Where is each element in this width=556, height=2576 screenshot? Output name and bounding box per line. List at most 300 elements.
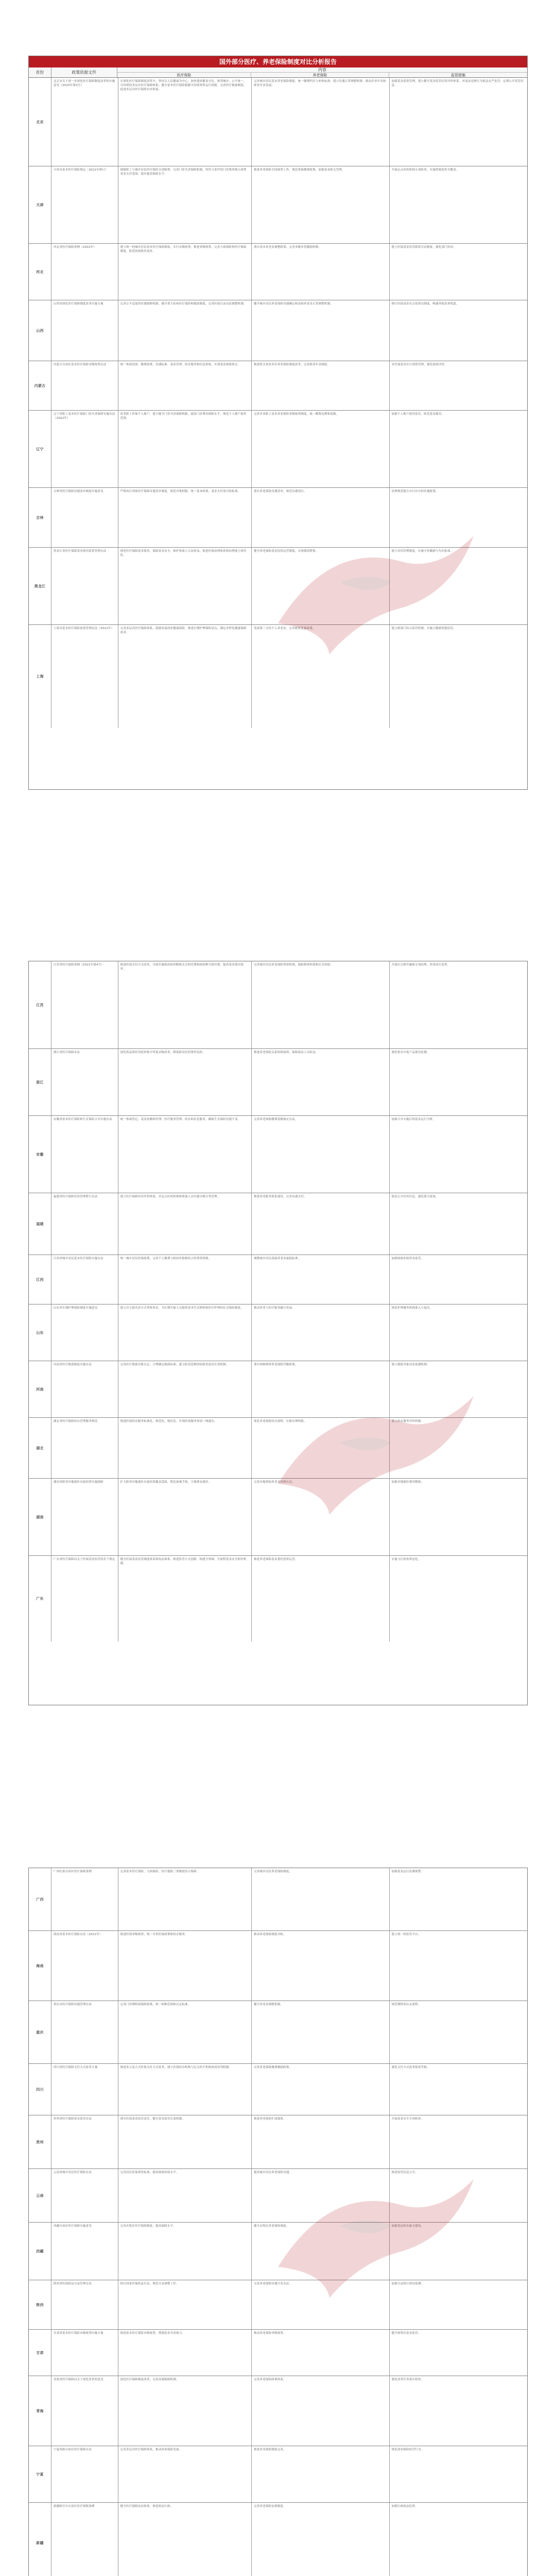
supervision-cell [390, 2330, 527, 2376]
policy-basis-cell [51, 2503, 118, 2576]
supervision-cell [390, 166, 527, 243]
medical-insurance-cell [118, 2503, 252, 2576]
pension-insurance-cell [252, 1418, 389, 1478]
medical-insurance-cell-text: 建立统一的城乡居民基本医疗保险制度，实行市级统筹，推进省级统筹，完善大病保险和医疗救助制度，防范因病致贫返贫。 [120, 246, 247, 253]
supervision-cell [390, 2446, 527, 2502]
province-cell-text: 湖北 [36, 1446, 44, 1450]
table-row [29, 1255, 527, 1304]
policy-basis-cell [51, 2330, 118, 2376]
medical-insurance-cell [118, 166, 252, 243]
supervision-cell [390, 2115, 527, 2168]
supervision-cell-text: 加强异地就医费用稽核。 [391, 1481, 424, 1484]
medical-insurance-cell [118, 2115, 252, 2168]
province-cell-text: 陕西 [36, 2302, 44, 2307]
medical-insurance-cell [118, 244, 252, 300]
supervision-cell-text: 建立救助对象动态监测机制。 [391, 1363, 430, 1366]
supervision-cell [390, 2169, 527, 2222]
policy-basis-cell-text: 河南省医疗救助制度实施办法 [53, 1363, 92, 1366]
province-cell [29, 2001, 51, 2063]
medical-insurance-cell [118, 1931, 252, 2001]
province-cell [29, 1255, 51, 1304]
supervision-cell-text: 建立经办服务评价机制。 [391, 1420, 424, 1423]
policy-basis-cell-text: 四川省医疗保障支付方式改革方案 [53, 2066, 98, 2069]
province-cell [29, 1556, 51, 1641]
policy-basis-cell-text: 天津市基本医疗保险规定（2021年修订） [53, 168, 108, 172]
policy-basis-cell-text: 安徽省基本医疗保险和生育保险合并实施办法 [53, 1118, 112, 1121]
policy-basis-cell-text: 甘肃省基本医疗保险市级统筹实施方案 [53, 2332, 103, 2335]
pension-insurance-cell-text: 发展第三支柱个人养老金，完善税收优惠政策。 [254, 627, 316, 630]
policy-basis-cell [51, 2169, 118, 2222]
pension-insurance-cell-text: 健全农牧民养老保险制度。 [254, 2225, 289, 2228]
policy-basis-cell [51, 300, 118, 361]
policy-basis-cell-text: 浙江省医疗保障办法 [53, 1051, 80, 1054]
pension-insurance-cell [252, 2064, 389, 2115]
policy-basis-cell-text: 山东省长期护理保险制度实施意见 [53, 1307, 98, 1310]
supervision-cell [390, 361, 527, 410]
medical-insurance-cell [118, 961, 252, 1048]
province-cell [29, 548, 51, 624]
supervision-cell-text: 健全统筹区基金监管。 [391, 2332, 421, 2335]
pension-insurance-cell-text: 推动养老与医疗服务融合发展。 [254, 1307, 295, 1310]
policy-basis-cell [51, 361, 118, 410]
policy-basis-cell [51, 411, 118, 487]
policy-basis-cell-text: 辽宁省职工基本医疗保险门诊共济保障实施办法（2022年） [53, 413, 115, 420]
table-row [29, 2223, 527, 2280]
medical-insurance-cell-text: 完善公平适度的待遇保障机制，健全重大疾病医疗保险和救助制度，完善医保目录动态调整机制。 [120, 302, 247, 306]
pension-insurance-cell-text: 完善城乡居民养老保险制度。 [254, 1870, 292, 1873]
supervision-cell [390, 1049, 527, 1115]
supervision-cell-text: 加强个人账户使用监管，防范基金滥用。 [391, 413, 445, 416]
policy-basis-cell-text: 内蒙古自治区基本医疗保险市级统筹办法 [53, 363, 107, 366]
medical-insurance-cell-text: 扩大跨省异地就医直接结算覆盖范围，简化备案手续，方便群众就医。 [120, 1481, 212, 1484]
pension-insurance-cell-text: 推进养老服务体系建设，完善待遇支付。 [254, 1195, 307, 1198]
medical-insurance-cell-text: 统一参保范围、缴费政策、待遇标准、基金管理、经办服务和信息系统，实现基金统收统支。 [120, 363, 241, 366]
table-row [29, 1304, 527, 1361]
supervision-cell [390, 1868, 527, 1930]
medical-insurance-cell [118, 625, 252, 728]
province-cell [29, 411, 51, 487]
pension-insurance-cell [252, 2446, 389, 2502]
pension-insurance-cell-text: 提高城乡居民养老保险待遇。 [254, 2171, 292, 2174]
document-page-2 [28, 961, 528, 1705]
medical-insurance-cell [118, 1304, 252, 1361]
supervision-cell [390, 2064, 527, 2115]
supervision-cell-text: 推进监管信息公开。 [391, 2171, 418, 2174]
province-cell-text: 山西 [36, 328, 44, 333]
province-cell-text: 四川 [36, 2087, 44, 2092]
policy-basis-cell [51, 2280, 118, 2329]
table-row [29, 1193, 527, 1255]
medical-insurance-cell [118, 2223, 252, 2280]
supervision-cell-text: 建立跨部门综合监管机制，实施大数据智能监管。 [391, 627, 456, 630]
policy-basis-cell-text: 西藏自治区医疗保障实施意见 [53, 2225, 92, 2228]
medical-insurance-cell-text: 规范医疗保障基金使用，保障基金安全，维护参保人合法权益，推进医保治理体系和治理能力现代化。 [120, 550, 247, 557]
medical-insurance-cell [118, 411, 252, 487]
pension-insurance-cell [252, 300, 389, 361]
supervision-cell-text: 加强行政执法监督。 [391, 2505, 418, 2508]
medical-insurance-cell [118, 2330, 252, 2376]
province-cell-text: 河北 [36, 269, 44, 274]
table-row [29, 2115, 527, 2169]
province-cell-text: 辽宁 [36, 447, 44, 451]
medical-insurance-cell [118, 2376, 252, 2446]
table-row [29, 1361, 527, 1418]
province-cell [29, 2064, 51, 2115]
policy-basis-cell [51, 488, 118, 547]
pension-insurance-cell [252, 2169, 389, 2222]
medical-insurance-cell [118, 78, 252, 166]
policy-basis-cell [51, 1418, 118, 1478]
medical-insurance-cell-text: 健全医疗保障法治体系，推进依法行政。 [120, 2505, 173, 2508]
supervision-cell-text: 实施飞行检查常态化。 [391, 1558, 421, 1561]
table-row [29, 1479, 527, 1556]
document-page-1 [28, 56, 528, 790]
province-cell [29, 1868, 51, 1930]
medical-insurance-cell-text: 推进医保经办服务标准化、规范化、便民化，实现医保服务事项一网通办。 [120, 1420, 217, 1423]
province-cell [29, 1193, 51, 1255]
province-cell-text: 云南 [36, 2193, 44, 2198]
pension-insurance-cell [252, 2503, 389, 2576]
medical-insurance-cell-text: 完善多层次医疗保障体系，鼓励发展商业健康保险，推进长期护理保险试点，满足多样化健康保障需求。 [120, 627, 247, 634]
province-cell [29, 625, 51, 728]
supervision-cell-text: 加强基金监督管理，建立健全基金监管信用评价体系，对违法违规行为依法从严处罚，定期公开监管信息。 [391, 80, 524, 87]
medical-insurance-cell [118, 1193, 252, 1255]
pension-insurance-cell [252, 1479, 389, 1555]
pension-insurance-cell-text: 完善养老保险待遇计发办法。 [254, 2282, 292, 2285]
policy-basis-cell [51, 2001, 118, 2063]
province-cell-text: 广东 [36, 1597, 44, 1601]
province-cell [29, 2330, 51, 2376]
province-cell [29, 1049, 51, 1115]
province-cell [29, 244, 51, 300]
supervision-cell-text: 规范商业保险经营行为。 [391, 2448, 424, 2451]
supervision-cell-text: 建立统一的监管平台。 [391, 1933, 421, 1936]
medical-insurance-cell-text: 在深化医疗保障制度改革中，坚持以人民健康为中心，加快建成覆盖全民、统筹城乡、公平统一、可持续的多层次医疗保障体系；健全基本医疗保险稳健可持续筹资运行机制，完善医疗救助制度，促进多层次医疗保障有序衔接。 [120, 80, 247, 91]
table-row [29, 2280, 527, 2330]
pension-insurance-cell-text: 推动养老保险省级统筹。 [254, 2332, 286, 2335]
header-content-group [117, 67, 527, 77]
medical-insurance-cell-text: 建立以互助共济方式筹集资金，为长期失能人员提供基本生活照料和医疗护理的社会保险制度。 [120, 1307, 244, 1310]
medical-insurance-cell-text: 健全医保基金监管制度体系和执法体系，推进监管方式创新，构建全领域、全流程基金安全防控机制。 [120, 1558, 247, 1565]
medical-insurance-cell-text: 落实医保基金监管责任，健全基金监管长效机制。 [120, 2117, 185, 2121]
supervision-cell [390, 78, 527, 166]
supervision-cell-text: 规范护理服务机构准入与退出。 [391, 1307, 433, 1310]
table-row [29, 625, 527, 728]
policy-basis-cell [51, 2446, 118, 2502]
pension-insurance-cell-text: 优化养老保险经办流程，压缩办理时限。 [254, 1420, 307, 1423]
pension-insurance-cell [252, 961, 389, 1048]
policy-basis-cell [51, 2064, 118, 2115]
policy-basis-cell [51, 2115, 118, 2168]
supervision-cell-text: 加强目录执行情况监测。 [391, 2282, 424, 2285]
pension-insurance-cell-text: 落实困难群体养老保险代缴政策。 [254, 1363, 298, 1366]
pension-insurance-cell-text: 推进养老保险基金委托投资运营。 [254, 1558, 298, 1561]
policy-basis-cell [51, 1931, 118, 2001]
supervision-cell [390, 1255, 527, 1304]
province-cell-text: 天津 [36, 202, 44, 207]
policy-basis-cell [51, 1868, 118, 1930]
policy-basis-cell [51, 2376, 118, 2446]
province-cell-text: 青海 [36, 2409, 44, 2413]
province-cell [29, 2503, 51, 2576]
policy-basis-cell [51, 1479, 118, 1555]
table-row [29, 2064, 527, 2115]
policy-basis-cell-text: 宁夏回族自治区医疗保障办法 [53, 2448, 92, 2451]
table-row [29, 2330, 527, 2376]
province-cell [29, 1479, 51, 1555]
policy-basis-cell-text: 广东省医疗保障局关于医保基金监管的若干规定 [53, 1558, 115, 1561]
medical-insurance-cell [118, 300, 252, 361]
policy-basis-cell-text: 北京市关于进一步深化医疗保障制度改革的实施意见（2020年第3号） [53, 80, 115, 87]
medical-insurance-cell [118, 1361, 252, 1417]
pension-insurance-cell [252, 1556, 389, 1641]
policy-basis-cell-text: 云南省城乡居民医疗保险办法 [53, 2171, 92, 2174]
supervision-cell [390, 1116, 527, 1193]
policy-basis-cell [51, 1049, 118, 1115]
supervision-cell [390, 1556, 527, 1641]
header-content: 内容 [117, 67, 527, 73]
supervision-cell [390, 1479, 527, 1555]
policy-basis-cell [51, 1556, 118, 1641]
policy-basis-cell [51, 1116, 118, 1193]
medical-insurance-cell-text: 完善门诊慢特病保障政策，统一病种范围和认定标准。 [120, 2003, 191, 2006]
table-row [29, 78, 527, 166]
pension-insurance-cell-text: 完善企业职工基本养老保险省级统筹制度，统一缴费比例和基数。 [254, 413, 339, 416]
supervision-cell [390, 1304, 527, 1361]
supervision-cell [390, 2223, 527, 2280]
table-row [29, 2503, 527, 2576]
supervision-cell-text: 强化改革任务落实督查。 [391, 2378, 424, 2381]
table-row [29, 166, 527, 244]
supervision-cell [390, 1193, 527, 1255]
province-cell-text: 宁夏 [36, 2472, 44, 2477]
policy-basis-cell-text: 山西省深化医疗保障制度改革实施方案 [53, 302, 103, 306]
policy-basis-cell-text: 贵州省医疗保障基金监管办法 [53, 2117, 92, 2121]
pension-insurance-cell [252, 78, 389, 166]
medical-insurance-cell [118, 2446, 252, 2502]
medical-insurance-cell-text: 统一城乡居民医保政策，完善个人缴费与政府补助相结合的筹资机制。 [120, 1257, 212, 1260]
table-row [29, 1556, 527, 1641]
supervision-cell [390, 244, 527, 300]
table-body-3 [29, 1868, 527, 2576]
policy-basis-cell-text: 重庆市医疗保障待遇管理办法 [53, 2003, 92, 2006]
medical-insurance-cell-text: 推进基本医疗保险市级统筹，增强基金共济能力。 [120, 2332, 185, 2335]
pension-insurance-cell [252, 411, 389, 487]
medical-insurance-cell-text: 改革职工医保个人账户，建立健全门诊共济保障机制，提高门诊费用保障水平，规范个人账户使用范围。 [120, 413, 247, 420]
medical-insurance-cell [118, 1116, 252, 1193]
policy-basis-cell [51, 2223, 118, 2280]
medical-insurance-cell-text: 完善多层次医疗保障体系，推动商业保险发展。 [120, 2448, 182, 2451]
province-cell-text: 江苏 [36, 1003, 44, 1007]
pension-insurance-cell [252, 361, 389, 410]
table-row [29, 2001, 527, 2064]
supervision-cell-text: 加强基金运行监测预警。 [391, 1870, 424, 1873]
pension-insurance-cell-text: 完善城乡居民基本养老保险制度，统一缴费档次与补贴标准，建立待遇正常调整机制；推动企业年金和职业年金发展。 [254, 80, 386, 87]
pension-insurance-cell [252, 1193, 389, 1255]
policy-basis-cell [51, 1304, 118, 1361]
medical-insurance-cell-text: 深化药品和医用耗材集中带量采购改革，降低群众医药费用负担。 [120, 1051, 205, 1054]
table-row [29, 548, 527, 625]
table-row [29, 1931, 527, 2001]
pension-insurance-cell [252, 244, 389, 300]
medical-insurance-cell [118, 1418, 252, 1478]
pension-insurance-cell-text: 完善异地领取养老金资格认证。 [254, 1481, 295, 1484]
policy-basis-cell-text: 黑龙江省医疗保障基金使用监督管理办法 [53, 550, 107, 553]
header-pension: 养老保险 [251, 73, 389, 78]
policy-basis-cell [51, 961, 118, 1048]
province-cell-text: 广西 [36, 1897, 44, 1902]
supervision-cell-text: 建立医保基金监管联席会议制度，强化部门协同。 [391, 246, 456, 249]
pension-insurance-cell-text: 落实养老保险待遇清单，规范待遇项目。 [254, 490, 307, 493]
supervision-cell [390, 961, 527, 1048]
supervision-cell [390, 1361, 527, 1417]
table-row [29, 244, 527, 300]
pension-insurance-cell [252, 1255, 389, 1304]
province-cell [29, 1361, 51, 1417]
supervision-cell [390, 548, 527, 624]
medical-insurance-cell-text: 完善医疗救助对象认定，合理确定救助标准，建立防范化解因病致贫返贫长效机制。 [120, 1363, 229, 1366]
supervision-cell [390, 2376, 527, 2446]
policy-basis-cell-text: 青海省医疗保障局关于深化改革的意见 [53, 2378, 103, 2381]
supervision-cell-text: 推行医保基金社会监督员制度，畅通举报投诉渠道。 [391, 302, 459, 306]
pension-insurance-cell [252, 2223, 389, 2280]
table-row [29, 2169, 527, 2223]
pension-insurance-cell-text: 完善养老保险缴费激励政策。 [254, 2066, 292, 2069]
province-cell [29, 488, 51, 547]
policy-basis-cell-text: 河北省医疗保障条例（2022年） [53, 246, 97, 249]
pension-insurance-cell-text: 完善养老保险法规制度。 [254, 2505, 286, 2508]
province-cell-text: 新疆 [36, 2541, 44, 2545]
medical-insurance-cell [118, 488, 252, 547]
medical-insurance-cell [118, 548, 252, 624]
province-cell [29, 1418, 51, 1478]
policy-basis-cell [51, 244, 118, 300]
policy-basis-cell [51, 1255, 118, 1304]
medical-insurance-cell-text: 统一参保登记、基金征缴和管理、医疗服务管理、经办和信息服务，确保生育保险待遇不变。 [120, 1118, 241, 1121]
policy-basis-cell [51, 78, 118, 166]
pension-insurance-cell-text: 推进养老保险制度完善。 [254, 2448, 286, 2451]
medical-insurance-cell [118, 1479, 252, 1555]
policy-basis-cell-text: 海南省基本医疗保险办法（2021年） [53, 1933, 102, 1936]
province-cell-text: 甘肃 [36, 2350, 44, 2355]
medical-insurance-cell [118, 1255, 252, 1304]
medical-insurance-cell [118, 1556, 252, 1641]
supervision-cell [390, 2503, 527, 2576]
province-cell-text: 吉林 [36, 515, 44, 520]
table-row [29, 300, 527, 361]
pension-insurance-cell-text: 健全养老保险基金投资运营制度，实现保值增值。 [254, 550, 319, 553]
pension-insurance-cell-text: 推进养老保险全国统筹工作，规范参保缴费政策，加强基金收支管理。 [254, 168, 345, 172]
policy-basis-cell [51, 166, 118, 243]
pension-insurance-cell [252, 488, 389, 547]
supervision-cell-text: 加强财政补助资金监管。 [391, 1257, 424, 1260]
supervision-cell [390, 1418, 527, 1478]
supervision-cell-text: 依法公开信用信息，强化联合惩戒。 [391, 1195, 439, 1198]
province-cell-text: 重庆 [36, 2030, 44, 2035]
pension-insurance-cell [252, 625, 389, 728]
supervision-cell-text: 清理规范地方自行出台的待遇政策。 [391, 490, 439, 493]
pension-insurance-cell-text: 健全城乡居民养老保险待遇确定和基础养老金正常调整机制。 [254, 302, 334, 306]
medical-insurance-cell [118, 2064, 252, 2115]
medical-insurance-cell [118, 2169, 252, 2222]
table-row [29, 1418, 527, 1479]
policy-basis-cell [51, 625, 118, 728]
province-cell [29, 2169, 51, 2222]
document-page-3 [28, 1868, 528, 2576]
supervision-cell-text: 开展基金安全专项检查。 [391, 2117, 424, 2121]
table-row [29, 2376, 527, 2446]
pension-insurance-cell-text: 完善养老保险政策体系。 [254, 2378, 286, 2381]
table-row [29, 488, 527, 548]
policy-basis-cell-text: 湖南省跨省异地就医直接结算实施细则 [53, 1481, 103, 1484]
province-cell-text: 湖南 [36, 1515, 44, 1519]
pension-insurance-cell [252, 2330, 389, 2376]
table-row [29, 961, 527, 1049]
province-cell-text: 浙江 [36, 1080, 44, 1084]
supervision-cell-text: 加强基层经办能力建设。 [391, 2225, 424, 2228]
pension-insurance-cell-text: 推进机关事业单位养老保险制度改革，完善职业年金制度。 [254, 363, 331, 366]
supervision-cell-text: 强化支付方式改革绩效考核。 [391, 2066, 430, 2069]
medical-insurance-cell-text: 完善农牧区医疗保障制度，提高保障水平。 [120, 2225, 176, 2228]
province-cell [29, 1304, 51, 1361]
header-medical: 医疗保险 [117, 73, 251, 78]
pension-insurance-cell [252, 2376, 389, 2446]
table-row [29, 1116, 527, 1193]
medical-insurance-cell-text: 严格执行国家医疗保障待遇清单制度，规范决策权限，统一基本政策、基金支付项目和标准。 [120, 490, 241, 493]
document-title: 国外部分医疗、养老保险制度对比分析报告 [29, 56, 527, 67]
policy-basis-cell [51, 1193, 118, 1255]
medical-insurance-cell [118, 2001, 252, 2063]
medical-insurance-cell [118, 1049, 252, 1115]
pension-insurance-cell-text: 推动养老保险制度并轨。 [254, 1933, 286, 1936]
supervision-cell [390, 625, 527, 728]
table-body-2 [29, 961, 527, 1641]
province-cell-text: 福建 [36, 1222, 44, 1226]
pension-insurance-cell [252, 1304, 389, 1361]
medical-insurance-cell [118, 1868, 252, 1930]
pension-insurance-cell-text: 完善城乡居民养老保险筹资机制，鼓励集体补助和社会资助。 [254, 963, 334, 967]
province-cell [29, 2376, 51, 2446]
pension-insurance-cell [252, 2280, 389, 2329]
table-header [29, 67, 527, 78]
medical-insurance-cell-text: 城镇职工与城乡居民医疗保险分别统筹，完善门诊共济保障机制，将符合条件的门诊费用纳入统筹基金支付范围，逐步提高保障水平。 [120, 168, 247, 176]
table-row [29, 411, 527, 488]
pension-insurance-cell [252, 1116, 389, 1193]
table-row [29, 361, 527, 411]
policy-basis-cell [51, 1361, 118, 1417]
province-cell-text: 安徽 [36, 1152, 44, 1157]
pension-insurance-cell-text: 调整城乡居民基础养老金最低标准。 [254, 1257, 301, 1260]
province-cell [29, 2446, 51, 2502]
medical-insurance-cell-text: 完善居民医保筹资标准，提高财政补助水平。 [120, 2171, 179, 2174]
province-cell [29, 1931, 51, 2001]
supervision-cell [390, 411, 527, 487]
medical-insurance-cell-text: 深化医疗保障制度改革，完善待遇保障机制。 [120, 2378, 179, 2381]
pension-insurance-cell [252, 2001, 389, 2063]
medical-insurance-cell-text: 推进医保省级统筹，统一全省医保政策和经办服务。 [120, 1933, 188, 1936]
province-cell [29, 78, 51, 166]
policy-basis-cell-text: 江西省城乡居民基本医疗保险实施办法 [53, 1257, 103, 1260]
policy-basis-cell-text: 广西壮族自治区医疗保障条例 [53, 1870, 92, 1873]
supervision-cell-text: 规范慢特病认定流程。 [391, 2003, 421, 2006]
pension-insurance-cell [252, 1049, 389, 1115]
table-row [29, 1868, 527, 1931]
province-cell-text: 山东 [36, 1330, 44, 1335]
province-cell-text: 内蒙古 [34, 383, 46, 388]
header-province: 省份 [29, 67, 51, 77]
pension-insurance-cell [252, 1361, 389, 1417]
pension-insurance-cell-text: 完善养老保险缴费基数核定办法。 [254, 1118, 298, 1121]
